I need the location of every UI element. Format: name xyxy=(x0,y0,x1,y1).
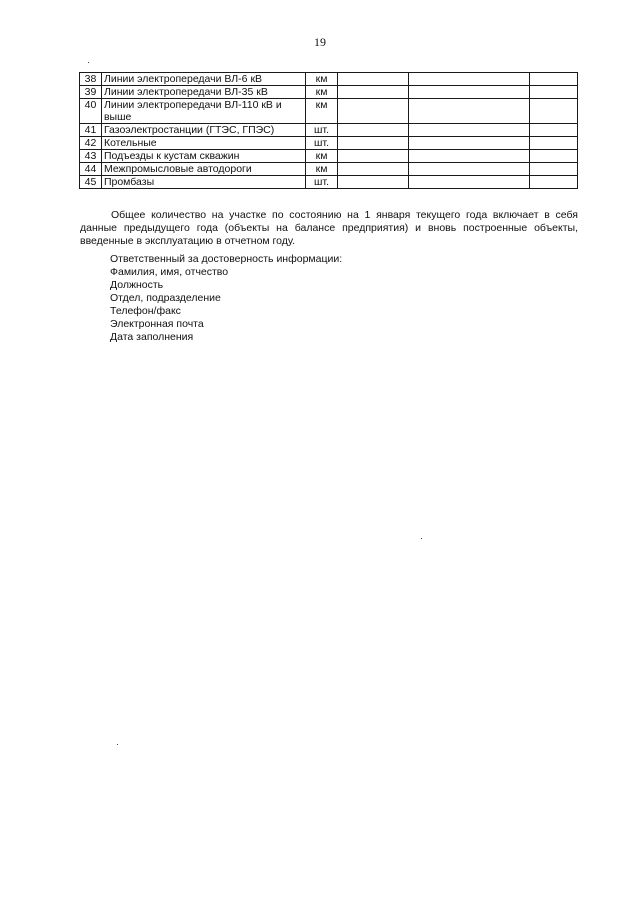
value-cell xyxy=(337,99,408,124)
balance-note: Общее количество на участке по состоянию на 1 января текущего года включает в себя данные предыдущего года (объекты на балансе предприятия) и вновь построенные объекты, введенные в эксплуатацию в отчетном году. xyxy=(80,209,578,247)
table-row xyxy=(80,163,578,176)
row-number: 42 xyxy=(80,137,102,150)
table-row xyxy=(80,124,578,137)
row-number: 45 xyxy=(80,176,102,189)
row-unit: шт. xyxy=(306,137,338,150)
value-cell xyxy=(530,150,578,163)
field-department: Отдел, подразделение xyxy=(110,292,221,304)
value-cell xyxy=(409,137,530,150)
table-row xyxy=(80,176,578,189)
page-number: 19 xyxy=(314,35,326,49)
scan-speck xyxy=(421,538,422,539)
value-cell xyxy=(409,124,530,137)
responsible-block xyxy=(110,253,342,344)
row-unit: км xyxy=(306,73,338,86)
infrastructure-table xyxy=(79,72,578,189)
value-cell xyxy=(409,176,530,189)
value-cell xyxy=(530,176,578,189)
row-unit: км xyxy=(306,150,338,163)
row-number: 41 xyxy=(80,124,102,137)
value-cell xyxy=(530,99,578,124)
row-name: Промбазы xyxy=(101,176,305,189)
scan-speck xyxy=(117,744,118,745)
row-number: 43 xyxy=(80,150,102,163)
value-cell xyxy=(530,137,578,150)
row-name: Межпромысловые автодороги xyxy=(101,163,305,176)
value-cell xyxy=(530,124,578,137)
table-row xyxy=(80,73,578,86)
row-number: 44 xyxy=(80,163,102,176)
value-cell xyxy=(337,150,408,163)
row-name: Газоэлектростанции (ГТЭС, ГПЭС) xyxy=(101,124,305,137)
value-cell xyxy=(337,163,408,176)
row-unit: км xyxy=(306,163,338,176)
row-number: 39 xyxy=(80,86,102,99)
row-unit: км xyxy=(306,86,338,99)
value-cell xyxy=(530,73,578,86)
row-number: 38 xyxy=(80,73,102,86)
value-cell xyxy=(337,124,408,137)
value-cell xyxy=(409,86,530,99)
row-name: Подъезды к кустам скважин xyxy=(101,150,305,163)
row-unit: шт. xyxy=(306,176,338,189)
field-position: Должность xyxy=(110,279,164,291)
value-cell xyxy=(530,86,578,99)
value-cell xyxy=(337,137,408,150)
field-phone-fax: Телефон/факс xyxy=(110,305,181,317)
table-row xyxy=(80,99,578,124)
value-cell xyxy=(409,163,530,176)
row-number: 40 xyxy=(80,99,102,124)
value-cell xyxy=(409,99,530,124)
table-row xyxy=(80,137,578,150)
responsible-heading: Ответственный за достоверность информации: xyxy=(110,253,343,265)
field-fill-date: Дата заполнения xyxy=(110,331,194,343)
value-cell xyxy=(337,73,408,86)
scan-speck xyxy=(88,62,89,63)
field-full-name: Фамилия, имя, отчество xyxy=(110,266,229,278)
value-cell xyxy=(409,150,530,163)
value-cell xyxy=(409,73,530,86)
value-cell xyxy=(337,86,408,99)
row-unit: шт. xyxy=(306,124,338,137)
field-email: Электронная почта xyxy=(110,318,204,330)
row-name: Линии электропередачи ВЛ-35 кВ xyxy=(101,86,305,99)
table-row xyxy=(80,86,578,99)
value-cell xyxy=(530,163,578,176)
row-name: Линии электропередачи ВЛ-110 кВ и выше xyxy=(101,99,305,124)
row-name: Котельные xyxy=(101,137,305,150)
row-name: Линии электропередачи ВЛ-6 кВ xyxy=(101,73,305,86)
value-cell xyxy=(337,176,408,189)
row-unit: км xyxy=(306,99,338,124)
table-row xyxy=(80,150,578,163)
